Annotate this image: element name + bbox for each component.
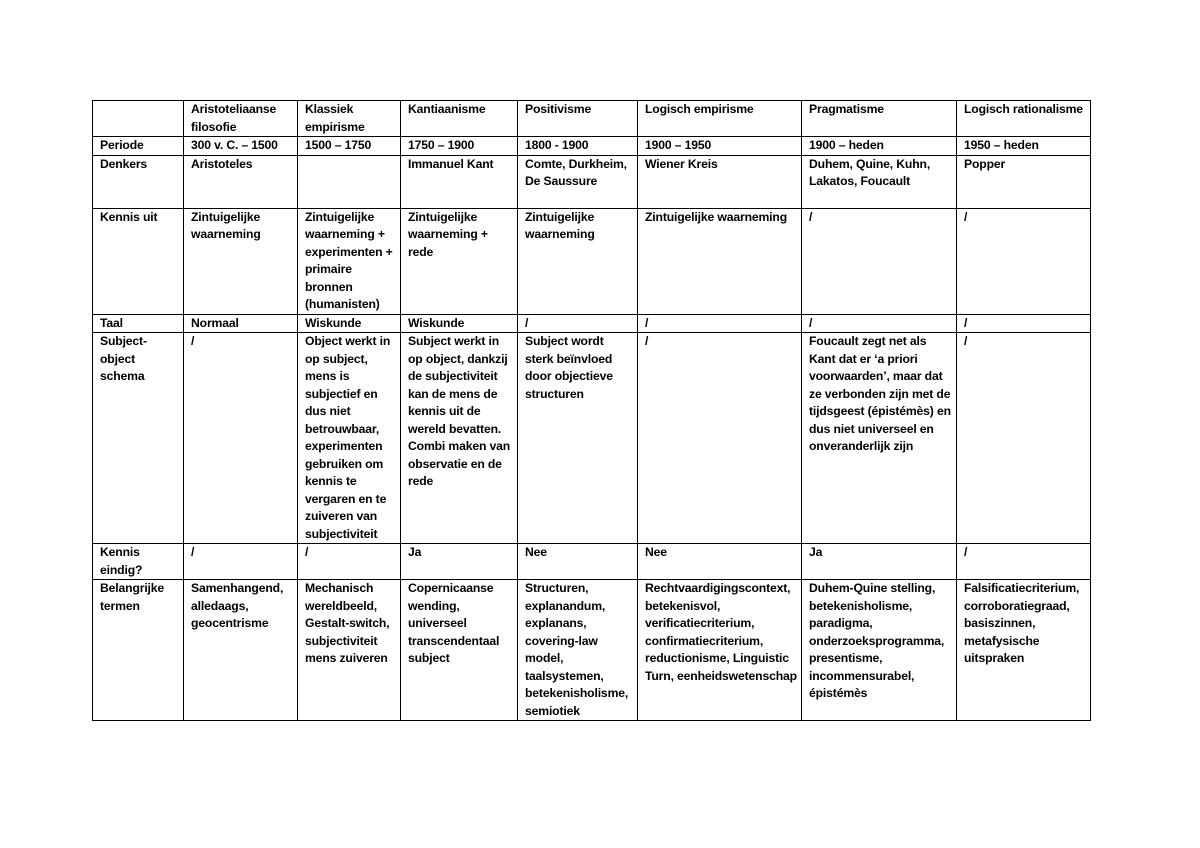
row-label: Kennis eindig? [93,544,184,580]
table-cell: / [957,314,1091,333]
table-row [93,544,1091,580]
table-cell: 1800 - 1900 [518,137,638,156]
table-cell: Samenhangend, alledaags, geocentrisme [184,580,298,721]
table-cell: 1900 – 1950 [638,137,802,156]
column-header: Pragmatisme [802,101,957,137]
table-cell: 1750 – 1900 [401,137,518,156]
table-row [93,137,1091,156]
table-cell: Mechanisch wereldbeeld, Gestalt-switch, subjectiviteit mens zuiveren [298,580,401,721]
table-cell: Nee [518,544,638,580]
table-cell: Zintuigelijke waarneming [518,208,638,314]
table-cell: Object werkt in op subject, mens is subjectief en dus niet betrouwbaar, experimenten gebruiken om kennis te vergaren en te zuiveren van subjectiviteit [298,333,401,544]
table-cell: Wiskunde [401,314,518,333]
table-cell: Aristoteles [184,155,298,208]
table-cell: Nee [638,544,802,580]
column-header: Logisch rationalisme [957,101,1091,137]
table-cell: / [184,544,298,580]
table-row [93,314,1091,333]
table-cell: Ja [401,544,518,580]
table-cell: / [802,208,957,314]
philosophy-comparison-table [92,100,1091,721]
table-cell: Immanuel Kant [401,155,518,208]
column-header: Logisch empirisme [638,101,802,137]
table-row [93,208,1091,314]
column-header: Aristoteliaanse filosofie [184,101,298,137]
corner-cell [93,101,184,137]
table-cell: Zintuigelijke waarneming [638,208,802,314]
table-cell: Wiskunde [298,314,401,333]
header-row [93,101,1091,137]
table-cell: / [184,333,298,544]
column-header: Kantiaanisme [401,101,518,137]
row-label: Denkers [93,155,184,208]
table-cell: Popper [957,155,1091,208]
table-cell: Zintuigelijke waarneming [184,208,298,314]
table-cell: Comte, Durkheim, De Saussure [518,155,638,208]
table-cell: Duhem-Quine stelling, betekenisholisme, paradigma, onderzoeksprogramma, presentisme, incommensurabel, épistémès [802,580,957,721]
table-row [93,333,1091,544]
table-row [93,155,1091,208]
table-cell: 1950 – heden [957,137,1091,156]
table-cell: / [298,544,401,580]
row-label: Periode [93,137,184,156]
table-cell: 1500 – 1750 [298,137,401,156]
row-label: Subject-object schema [93,333,184,544]
table-cell: Subject werkt in op object, dankzij de subjectiviteit kan de mens de kennis uit de wereld bevatten. Combi maken van observatie en de rede [401,333,518,544]
column-header: Positivisme [518,101,638,137]
table-cell: / [957,544,1091,580]
table-cell: Wiener Kreis [638,155,802,208]
row-label: Taal [93,314,184,333]
table-cell: Structuren, explanandum, explanans, covering-law model, taalsystemen, betekenisholisme, semiotiek [518,580,638,721]
table-cell: / [957,333,1091,544]
table-cell [298,155,401,208]
table-cell: Zintuigelijke waarneming + experimenten + primaire bronnen (humanisten) [298,208,401,314]
table-cell: Zintuigelijke waarneming + rede [401,208,518,314]
table-cell: Duhem, Quine, Kuhn, Lakatos, Foucault [802,155,957,208]
table-cell: 300 v. C. – 1500 [184,137,298,156]
table-cell: Ja [802,544,957,580]
table-row [93,580,1091,721]
table-cell: / [638,314,802,333]
table-cell: Foucault zegt net als Kant dat er ‘a priori voorwaarden’, maar dat ze verbonden zijn met de tijdsgeest (épistémès) en dus niet universeel en onveranderlijk zijn [802,333,957,544]
column-header: Klassiek empirisme [298,101,401,137]
table-cell: / [802,314,957,333]
table-cell: Copernicaanse wending, universeel transcendentaal subject [401,580,518,721]
table-cell: Rechtvaardigingscontext, betekenisvol, verificatiecriterium, confirmatiecriterium, reductionisme, Linguistic Turn, eenheidswetenschap [638,580,802,721]
table-cell: Falsificatiecriterium, corroboratiegraad, basiszinnen, metafysische uitspraken [957,580,1091,721]
table-cell: Subject wordt sterk beïnvloed door objectieve structuren [518,333,638,544]
table-cell: Normaal [184,314,298,333]
row-label: Kennis uit [93,208,184,314]
table-cell: / [518,314,638,333]
table-cell: / [638,333,802,544]
row-label: Belangrijke termen [93,580,184,721]
table-cell: / [957,208,1091,314]
table-cell: 1900 – heden [802,137,957,156]
